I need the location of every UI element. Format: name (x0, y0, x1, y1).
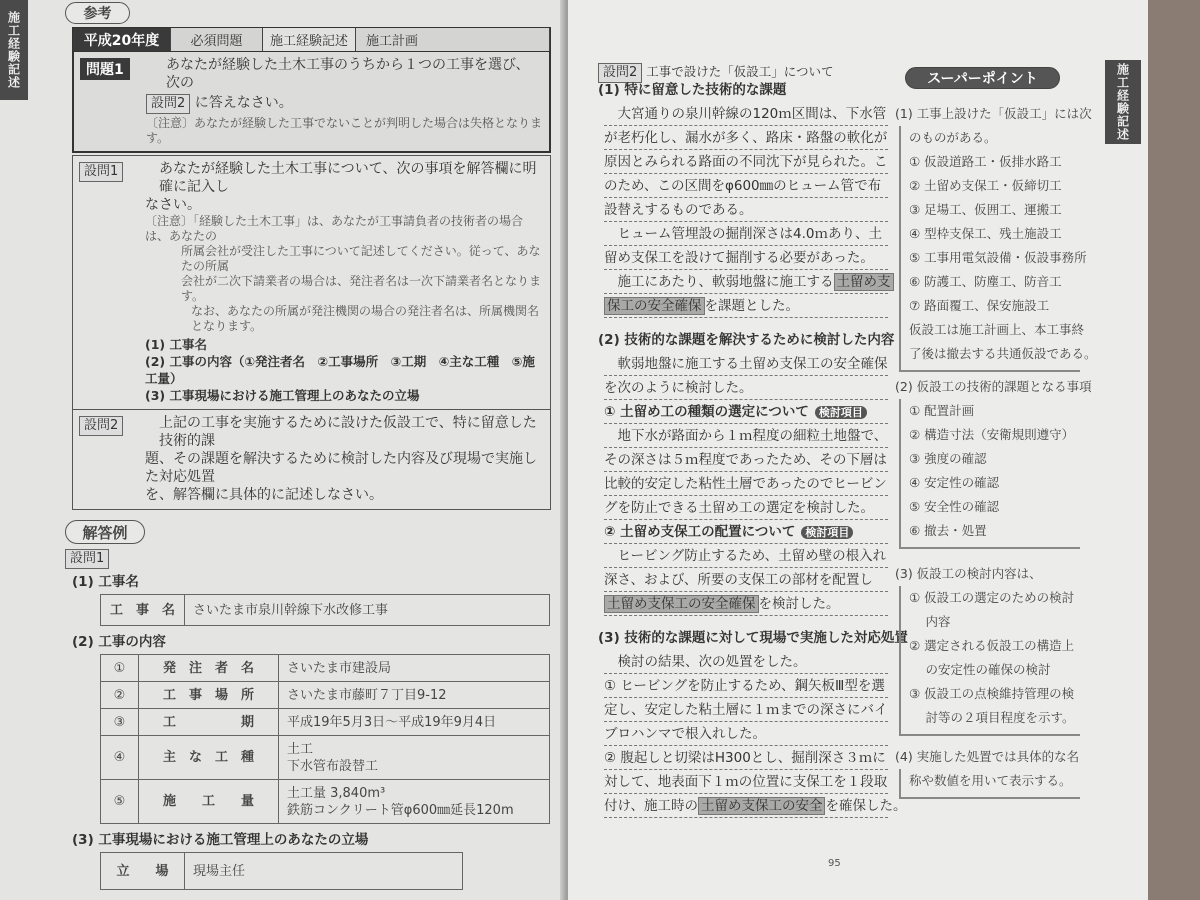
section-heading: (1) 特に留意した技術的な課題 (598, 82, 787, 98)
q2-title: 工事で設けた「仮設工」について (646, 64, 834, 79)
item-title: ① 土留め工の種類の選定について (604, 404, 809, 420)
header-cell: 施工計画 (356, 28, 550, 51)
point-heading: (2) 仮設工の技術的課題となる事項 (895, 379, 1092, 394)
row-num: ① (101, 655, 139, 682)
project-content-table (100, 654, 550, 824)
section-heading: (2) 工事の内容 (72, 634, 166, 650)
table-value: さいたま市泉川幹線下水改修工事 (185, 595, 550, 626)
text-line: 付け、施工時の (604, 798, 698, 814)
q1-note: 会社が二次下請業者の場合は、発注者名は一次下請業者名となります。 (181, 274, 542, 303)
point-line: ① 仮設道路工・仮排水路工 (909, 154, 1062, 169)
q1-line: なさい。 (145, 197, 201, 213)
q1-item: (1) 工事名 (145, 337, 207, 352)
text-line: ヒービング防止するため、土留め壁の根入れ (604, 544, 888, 568)
section-heading: (1) 工事名 (72, 574, 139, 590)
problem-label: 問題1 (80, 58, 130, 80)
point-list (899, 769, 1080, 799)
table-value: 平成19年5月3日～平成19年9月4日 (279, 709, 550, 736)
point-line: ⑥ 撤去・処置 (909, 523, 987, 538)
q2-line: を、解答欄に具体的に記述しなさい。 (145, 487, 383, 503)
point-list (899, 399, 1080, 549)
table-key: 発 注 者 名 (139, 655, 279, 682)
point-list (899, 586, 1080, 736)
text-line: 定し、安定した粘土層に１ｍまでの深さにバイ (604, 698, 888, 722)
text-line: を検討した。 (758, 596, 840, 612)
q1-item: (2) 工事の内容（①発注者名 ②工事場所 ③工期 ④主な工種 ⑤施工量） (145, 354, 535, 386)
point-line: 仮設工は施工計画上、本工事終 (909, 322, 1085, 337)
text-line: 大宮通りの泉川幹線の120ｍ区間は、下水管 (604, 102, 888, 126)
header-bar (72, 27, 551, 52)
text-line: 検討の結果、次の処置をした。 (604, 650, 888, 674)
left-content (65, 2, 551, 890)
row-num: ④ (101, 736, 139, 780)
q1-item: (3) 工事現場における施工管理上のあなたの立場 (145, 388, 420, 403)
point-line: ④ 型枠支保工、残土施設工 (909, 226, 1062, 241)
q2-line: 上記の工事を実施するために設けた仮設工で、特に留意した技術的課 (159, 415, 537, 449)
text-line: が老朽化し、漏水が多く、路床・路盤の軟化が (604, 126, 888, 150)
highlight: 土留め支 (834, 273, 894, 291)
point-line: 内容 (909, 614, 951, 629)
header-cell: 施工経験記述 (263, 28, 356, 51)
text-line: 留め支保工を設けて掘削する必要があった。 (604, 246, 888, 270)
text-line: 原因とみられる路面の不同沈下が見られた。こ (604, 150, 888, 174)
point-line: ③ 足場工、仮囲工、運搬工 (909, 202, 1062, 217)
point-heading: (4) 実施した処置では具体的な名 (895, 749, 1080, 764)
table-row (101, 709, 550, 736)
q1-note: 〔注意〕「経験した土木工事」は、あなたが工事請負者の技術者の場合は、あなたの (145, 214, 524, 243)
header-cell: 必須問題 (171, 28, 263, 51)
super-point-4 (895, 745, 1080, 799)
text-line: のため、この区間をφ600㎜のヒューム管で布 (604, 174, 888, 198)
question2-label: 設問2 (79, 416, 123, 436)
table-value: 土工量 3,840m³ (287, 785, 386, 801)
section3 (598, 626, 908, 818)
left-page (0, 0, 566, 900)
section-heading: (2) 技術的な課題を解決するために検討した内容 (598, 332, 895, 348)
text-line: 施工にあたり、軟弱地盤に施工する (604, 274, 834, 290)
side-tab: 施工経験記述 (1105, 60, 1141, 144)
page-number: 95 (828, 858, 841, 869)
table-row (101, 736, 550, 780)
side-tab: 施工経験記述 (0, 0, 28, 100)
super-point-1 (895, 102, 1097, 372)
text-line: グを防止できる土留め工の選定を検討した。 (604, 496, 888, 520)
point-line: ③ 強度の確認 (909, 451, 987, 466)
question1-box (72, 155, 551, 410)
year-cell: 平成20年度 (73, 28, 171, 51)
point-line: ③ 仮設工の点検維持管理の検 (909, 686, 1075, 701)
super-point-2 (895, 375, 1092, 549)
section1 (598, 78, 891, 318)
row-num: ② (101, 682, 139, 709)
ref-label: 設問2 (146, 94, 190, 114)
table-key: 工 期 (139, 709, 279, 736)
point-line: ② 構造寸法（安衛規則遵守） (909, 427, 1075, 442)
table-value: さいたま市藤町７丁目9-12 (279, 682, 550, 709)
point-line: 了後は撤去する共通仮設である。 (909, 346, 1097, 361)
highlight: 保工の安全確保 (604, 297, 705, 315)
table-key: 工 事 名 (101, 595, 185, 626)
point-line: ② 土留め支保工・仮締切工 (909, 178, 1062, 193)
item-title: ② 土留め支保工の配置について (604, 524, 796, 540)
section-heading: (3) 工事現場における施工管理上のあなたの立場 (72, 832, 369, 848)
table-value: 下水管布設替工 (287, 758, 379, 774)
table-key: 主 な 工 種 (139, 736, 279, 780)
answer-q1-label: 設問1 (65, 549, 109, 569)
text-line: ヒューム管埋設の掘削深さは4.0ｍあり、土 (604, 222, 888, 246)
point-line: ① 配置計画 (909, 403, 975, 418)
text-line: 深さ、および、所要の支保工の部材を配置し (604, 568, 888, 592)
table-value: 土工 (287, 741, 314, 757)
point-list (899, 126, 1097, 372)
super-point-title: スーパーポイント (905, 67, 1060, 89)
point-line: 称や数値を用いて表示する。 (909, 773, 1072, 788)
table-value: さいたま市建設局 (279, 655, 550, 682)
reference-label: 参考 (65, 2, 130, 24)
text-line: その深さは５ｍ程度であったため、その下層は (604, 448, 888, 472)
text-line: ② 腹起しと切梁はH300とし、掘削深さ３ｍに (604, 746, 888, 770)
text-line: ブロハンマで根入れした。 (604, 722, 888, 746)
point-line: ① 仮設工の選定のための検討 (909, 590, 1075, 605)
highlight: 土留め支保工の安全 (698, 797, 826, 815)
table-row (101, 682, 550, 709)
problem-box (72, 52, 551, 153)
q1-note: なお、あなたの所属が発注機関の場合の発注者名は、所属機関名となります。 (191, 304, 540, 333)
text-line: を課題とした。 (704, 298, 799, 314)
point-line: ⑤ 工事用電気設備・仮設事務所 (909, 250, 1087, 265)
point-heading: (3) 仮設工の検討内容は、 (895, 566, 1042, 581)
row-num: ③ (101, 709, 139, 736)
right-page (568, 0, 1148, 900)
table-value: 鉄筋コンクリート管φ600㎜延長120m (287, 802, 514, 818)
q1-note: 所属会社が受注した工事について記述してください。従って、あなたの所属 (181, 244, 541, 273)
section-heading: (3) 技術的な課題に対して現場で実施した対応処置 (598, 630, 908, 646)
point-line: ⑥ 防護工、防塵工、防音工 (909, 274, 1062, 289)
point-line: ② 選定される仮設工の構造上 (909, 638, 1075, 653)
point-line: ⑤ 安全性の確認 (909, 499, 1000, 514)
text-line: 設替えするものである。 (604, 198, 888, 222)
point-line: 討等の２項目程度を示す。 (909, 710, 1075, 725)
check-item-tag: 検討項目 (815, 406, 867, 419)
q2-line: 題、その課題を解決するために検討した内容及び現場で実施した対応処置 (145, 451, 537, 485)
point-line: のものがある。 (909, 130, 997, 145)
point-line: ⑦ 路面覆工、保安施設工 (909, 298, 1050, 313)
position-table (100, 852, 463, 890)
question2-label: 設問2 (598, 63, 642, 83)
section2 (598, 328, 895, 616)
table-key: 立 場 (101, 853, 185, 890)
answer-example-label: 解答例 (65, 520, 145, 544)
highlight: 土留め支保工の安全確保 (604, 595, 759, 613)
q1-line: あなたが経験した土木工事について、次の事項を解答欄に明確に記入し (159, 161, 537, 195)
point-line: の安定性の確保の検討 (909, 662, 1051, 677)
text-line: 比較的安定した粘性土層であったのでヒービン (604, 472, 888, 496)
text-line: 地下水が路面から１ｍ程度の細粒土地盤で、 (604, 424, 888, 448)
row-num: ⑤ (101, 780, 139, 824)
table-row (101, 655, 550, 682)
problem-text: に答えなさい。 (194, 95, 293, 111)
text-line: ① ヒービングを防止するため、鋼矢板Ⅲ型を選 (604, 674, 888, 698)
check-item-tag: 検討項目 (801, 526, 853, 539)
table-key: 施 工 量 (139, 780, 279, 824)
question2-box (72, 410, 551, 510)
table-row (101, 780, 550, 824)
text-line: を確保した。 (825, 798, 907, 814)
text-line: 軟弱地盤に施工する土留め支保工の安全確保 (604, 352, 888, 376)
point-line: ④ 安定性の確認 (909, 475, 1000, 490)
text-line: を次のように検討した。 (604, 376, 888, 400)
problem-text: あなたが経験した土木工事のうちから１つの工事を選び、次の (166, 57, 530, 91)
table-key: 工 事 場 所 (139, 682, 279, 709)
text-line: 対して、地表面下１ｍの位置に支保工を１段取 (604, 770, 888, 794)
project-name-table (100, 594, 550, 626)
point-heading: (1) 工事上設けた「仮設工」には次 (895, 106, 1092, 121)
super-point-3 (895, 562, 1080, 736)
question1-label: 設問1 (79, 162, 123, 182)
table-value: 現場主任 (185, 853, 463, 890)
problem-note: 〔注意〕あなたが経験した工事でないことが判明した場合は失格となります。 (146, 116, 543, 145)
